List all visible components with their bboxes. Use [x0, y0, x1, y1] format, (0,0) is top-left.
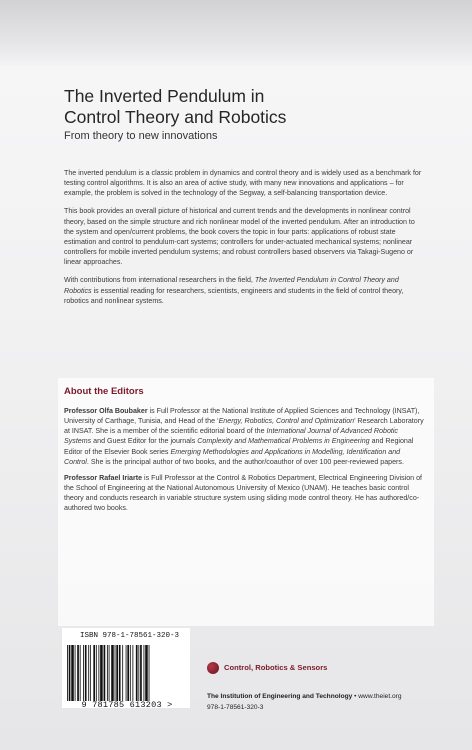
barcode-bar [69, 645, 71, 701]
barcode-bar [85, 645, 87, 701]
barcode-bar [90, 645, 91, 701]
barcode-bars [66, 645, 186, 701]
barcode-bar [75, 645, 76, 701]
editors-bios [64, 406, 424, 520]
barcode-bar [145, 645, 148, 701]
barcode-bar [138, 645, 139, 701]
barcode-bar [93, 645, 95, 701]
editor-bio-2: Professor Rafael Iriarte is Full Professor at the Control & Robotics Department, Electrical Engineering Division of the School of Engineering at the National Autonomous University of Mexico (UNAM). He teaches basic control theory and conducts research in variable structure system using sliding mode control theory. He has authored/co-authored two books. [64, 473, 423, 513]
publisher-isbn: 978-1-78561-320-3 [207, 704, 264, 711]
barcode-digits: 9 781785 613203 > [81, 700, 173, 710]
barcode-bar [83, 645, 84, 701]
barcode-bar [111, 645, 114, 701]
barcode-bar [119, 645, 121, 701]
barcode-bar [98, 645, 99, 701]
barcode-bar [136, 645, 138, 701]
barcode-bar [149, 645, 150, 701]
editors-heading: About the Editors [64, 386, 144, 397]
barcode-bar [130, 645, 131, 701]
description [64, 168, 422, 314]
series-logo-icon [207, 662, 219, 674]
barcode-bar [71, 645, 74, 701]
title-line-1: The Inverted Pendulum in [64, 86, 265, 106]
series-label: Control, Robotics & Sensors [224, 663, 328, 672]
barcode-bar [115, 645, 116, 701]
barcode-bar [80, 645, 81, 701]
barcode-bar [77, 645, 79, 701]
description-paragraph-2: This book provides an overall picture of historical and current trends and the developments in nonlinear control theory, based on the simple structure and rich nonlinear model of the inverted pendulum. After an introduction to the system and open/current problems, the book covers the topic in four parts: applications of robust state estimation and control to pendulum-cart systems; controllers for under-actuated mechanical systems; nonlinear controllers for mobile inverted pendulum systems; and robust controllers based observers via Takagi-Sugeno or linear approaches. [64, 207, 415, 267]
top-gradient-band [0, 0, 472, 66]
barcode-bar [122, 645, 123, 701]
barcode-bar [126, 645, 127, 701]
publisher-line: The Institution of Engineering and Technology • www.theiet.org [207, 693, 402, 700]
book-subtitle: From theory to new innovations [64, 130, 218, 142]
publisher-url: www.theiet.org [358, 693, 402, 700]
barcode-bar [144, 645, 145, 701]
publisher-name: The Institution of Engineering and Technology [207, 693, 353, 700]
barcode-bar [132, 645, 133, 701]
editor-bio-1: Professor Olfa Boubaker is Full Professor at the National Institute of Applied Sciences and Technology (INSAT), University of Carthage, Tunisia, and Head of the ‘Energy, Robotics, Control and Optimization’ Research Laboratory at INSAT. She is a member of the scientific editorial board of the International Journal of Advanced Robotic Systems and Guest Editor for the journals Complexity and Mathematical Problems in Engineering and Regional Editor of the Elsevier Book series Emerging Methodologies and Applications in Modelling, Identification and Control. She is the principal author of two books, and the author/coauthor of over 100 peer-reviewed papers. [64, 407, 424, 466]
barcode-bar [107, 645, 108, 701]
isbn-label: ISBN 978-1-78561-320-3 [80, 632, 180, 640]
barcode-bar [96, 645, 97, 701]
description-paragraph-1: The inverted pendulum is a classic problem in dynamics and control theory and is widely used as a benchmark for testing control algorithms. It is also an area of active study, with many new innovations and applications – for example, the problem is solved in the technology of the Segway, a self-balancing transportation device. [64, 169, 422, 198]
editor-1-name: Professor Olfa Boubaker [64, 407, 148, 415]
barcode-bar [100, 645, 103, 701]
barcode-bar [140, 645, 142, 701]
barcode-bar [109, 645, 110, 701]
title-line-2: Control Theory and Robotics [64, 107, 287, 127]
editor-2-name: Professor Rafael Iriarte [64, 473, 143, 482]
barcode-bar [104, 645, 106, 701]
description-paragraph-3: With contributions from international researchers in the field, The Inverted Pendulum in Control Theory and Robotics is essential reading for researchers, scientists, engineers and students in the field of control theory, robotics and nonlinear systems. [64, 276, 404, 305]
book-title-inline: The Inverted Pendulum in Control Theory and Robotics [64, 276, 399, 295]
book-title [64, 86, 424, 128]
barcode-bar [127, 645, 129, 701]
barcode-bar [67, 645, 68, 701]
barcode-bar [116, 645, 118, 701]
barcode-bar [88, 645, 89, 701]
